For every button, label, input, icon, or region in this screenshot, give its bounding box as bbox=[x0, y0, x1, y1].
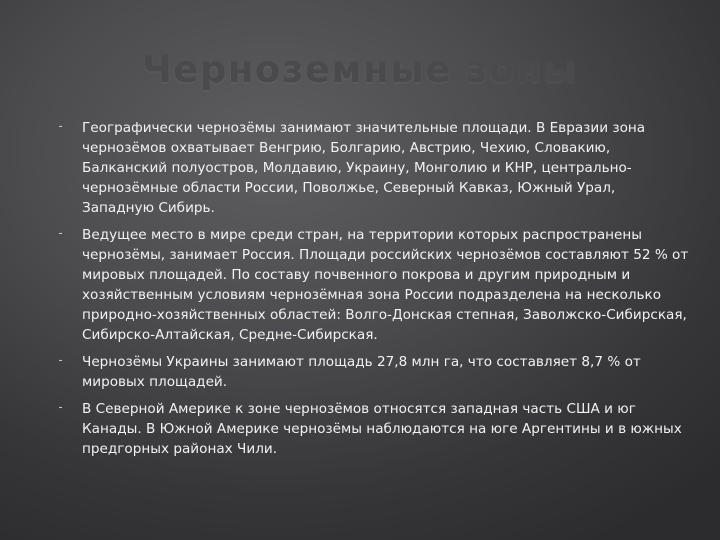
bullet-list bbox=[58, 118, 690, 466]
list-item bbox=[58, 118, 690, 218]
bullet-icon: ⁃ bbox=[58, 356, 63, 367]
list-item bbox=[58, 225, 690, 345]
list-item bbox=[58, 352, 690, 392]
slide-title: Черноземные зоны bbox=[141, 48, 579, 91]
list-item-text: Географически чернозёмы занимают значительные площади. В Евразии зона чернозёмов охватывает Венгрию, Болгарию, Австрию, Чехию, Словакию, Балканский полуостров, Молдавию, Украину, Монголию и КНР, центрально-чернозёмные области России, Поволжье, Северный Кавказ, Южный Урал, Западную Сибирь. bbox=[82, 120, 646, 216]
bullet-icon: ⁃ bbox=[58, 403, 63, 414]
list-item-text: В Северной Америке к зоне чернозёмов относятся западная часть США и юг Канады. В Южной Америке чернозёмы наблюдаются на юге Аргентины и в южных предгорных районах Чили. bbox=[82, 401, 682, 457]
list-item-text: Ведущее место в мире среди стран, на территории которых распространены чернозёмы, занимает Россия. Площади российских чернозёмов составляют 52 % от мировых площадей. По составу почвенного покрова и другим природным и хозяйственным условиям чернозёмная зона России подразделена на несколько природно-хозяйственных областей: Волго-Донская степная, Заволжско-Сибирская, Сибирско-Алтайская, Средне-Сибирская. bbox=[82, 227, 689, 343]
list-item-text: Чернозёмы Украины занимают площадь 27,8 млн га, что составляет 8,7 % от мировых площадей. bbox=[82, 354, 641, 390]
bullet-icon: ⁃ bbox=[58, 229, 63, 240]
bullet-icon: ⁃ bbox=[58, 122, 63, 133]
list-item bbox=[58, 399, 690, 459]
